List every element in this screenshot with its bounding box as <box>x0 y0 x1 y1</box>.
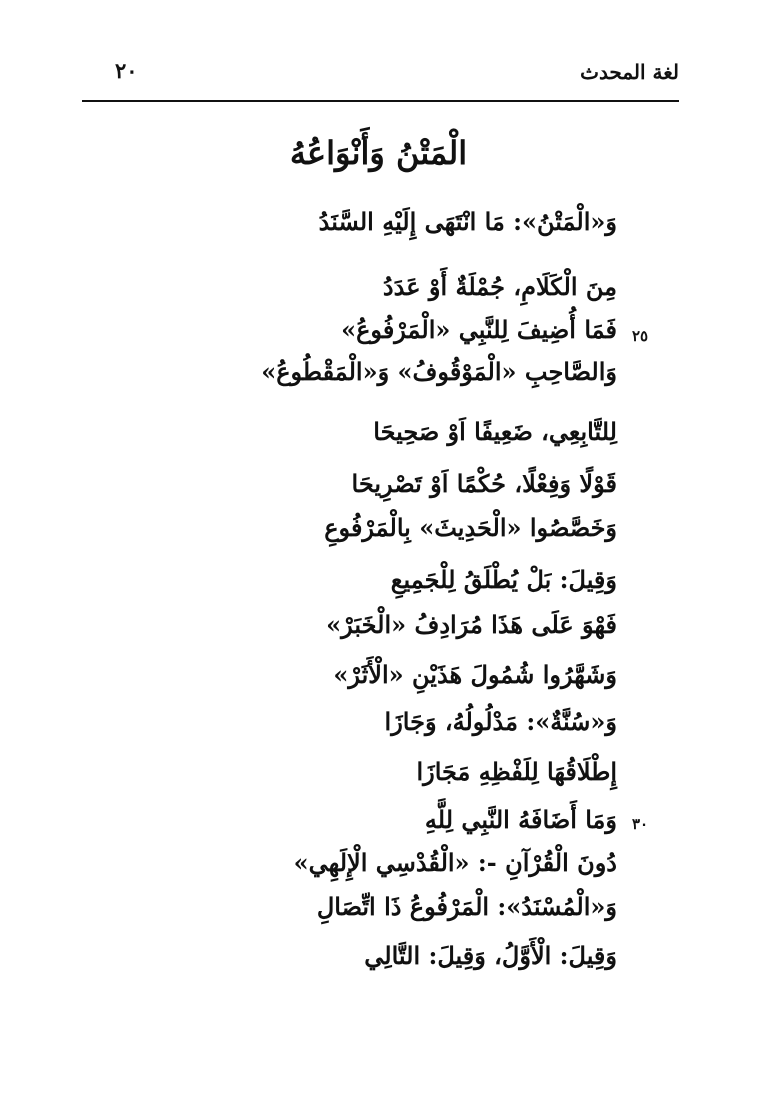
verse-line: دُونَ الْقُرْآنِ -: «الْقُدْسِي الْإِلَهِي» <box>293 848 617 877</box>
verse-line: وَشَهَّرُوا شُمُولَ هَذَيْنِ «الْأَثَرْ» <box>333 660 617 689</box>
page-number: ٢٠ <box>115 58 138 83</box>
section-title: الْمَتْنُ وَأَنْوَاعُهُ <box>289 134 468 172</box>
verse-line: فَمَا أُضِيفَ لِلنَّبِي «الْمَرْفُوعُ» <box>341 315 617 344</box>
verse-line: وَالصَّاحِبِ «الْمَوْقُوفُ» وَ«الْمَقْطُوعُ» <box>261 357 617 386</box>
verse-line: وَ«الْمَتْنُ»: مَا انْتَهَى إِلَيْهِ السَّنَدُ <box>318 207 617 236</box>
header-divider <box>82 100 679 102</box>
line-number: ٣٠ <box>631 815 649 833</box>
verse-line: وَمَا أَضَافَهُ النَّبِي لِلَّهِ <box>424 805 617 834</box>
verse-line: وَ«الْمُسْنَدُ»: الْمَرْفُوعُ ذَا اتِّصَالِ <box>316 892 617 921</box>
verse-line: لِلتَّابِعِي، ضَعِيفًا اَوْ صَحِيحَا <box>373 417 617 446</box>
verse-line: مِنَ الْكَلَامِ، جُمْلَةٌ أَوْ عَدَدُ <box>382 272 617 301</box>
verse-line: وَ«سُنَّةٌ»: مَدْلُولُهُ، وَجَازَا <box>384 707 617 736</box>
verse-line: وَقِيلَ: الْأَوَّلُ، وَقِيلَ: التَّالِي <box>364 941 617 970</box>
verse-line: فَهْوَ عَلَى هَذَا مُرَادِفُ «الْخَبَرْ» <box>326 610 617 639</box>
running-title: لغة المحدث <box>580 60 679 84</box>
verse-line: وَخَصَّصُوا «الْحَدِيثَ» بِالْمَرْفُوعِ <box>324 513 617 542</box>
verse-line: إِطْلَاقُهَا لِلَفْظِهِ مَجَازَا <box>416 757 617 786</box>
verse-line: وَقِيلَ: بَلْ يُطْلَقُ لِلْجَمِيعِ <box>390 565 617 594</box>
verse-line: قَوْلًا وَفِعْلًا، حُكْمًا اَوْ تَصْرِيحَا <box>351 469 617 498</box>
line-number: ٢٥ <box>631 327 649 345</box>
